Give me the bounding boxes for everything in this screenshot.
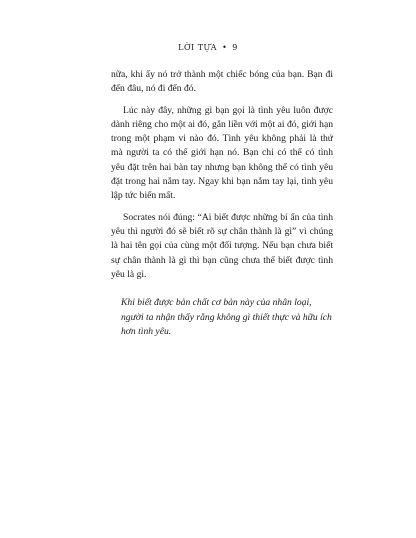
page-number: 9 <box>232 43 238 52</box>
paragraph-socrates: Socrates nói đúng: “Ai biết được những bí ẩn của tình yêu thì người đó sẽ biết rõ sự chân thành là gì” vì chúng là hai tên gọi của cùng một đối tượng. Nếu bạn chưa biết sự chân thành là gì thì bạn cũng chưa thể biết được tình yêu là gì. <box>111 211 333 280</box>
paragraph-continued: nữa, khi ấy nó trở thành một chiếc bóng của bạn. Bạn đi đến đâu, nó đi đến đó. <box>111 69 333 95</box>
running-head <box>0 43 416 52</box>
chapter-title: LỜI TỰA <box>178 43 218 52</box>
highlight-quote: Khi biết được bản chất cơ bản này của nhân loại, người ta nhận thấy rằng không gì thiết thực và hữu ích hơn tình yêu. <box>121 297 332 337</box>
separator-bullet: • <box>222 43 228 52</box>
paragraph-love: Lúc này đây, những gì bạn gọi là tình yêu luôn được dành riêng cho một ai đó, gắn liền với một ai đó, giới hạn trong một phạm vi nào đó. Tình yêu không phải là thứ mà người ta có thể giới hạn nó. Bạn chỉ có thể có tình yêu đặt trên hai bàn tay nhưng bạn không thể có tình yêu đặt trong hai nắm tay. Ngay khi bạn nắm tay lại, tình yêu lập tức biến mất. <box>111 104 333 202</box>
body-text <box>111 68 333 289</box>
